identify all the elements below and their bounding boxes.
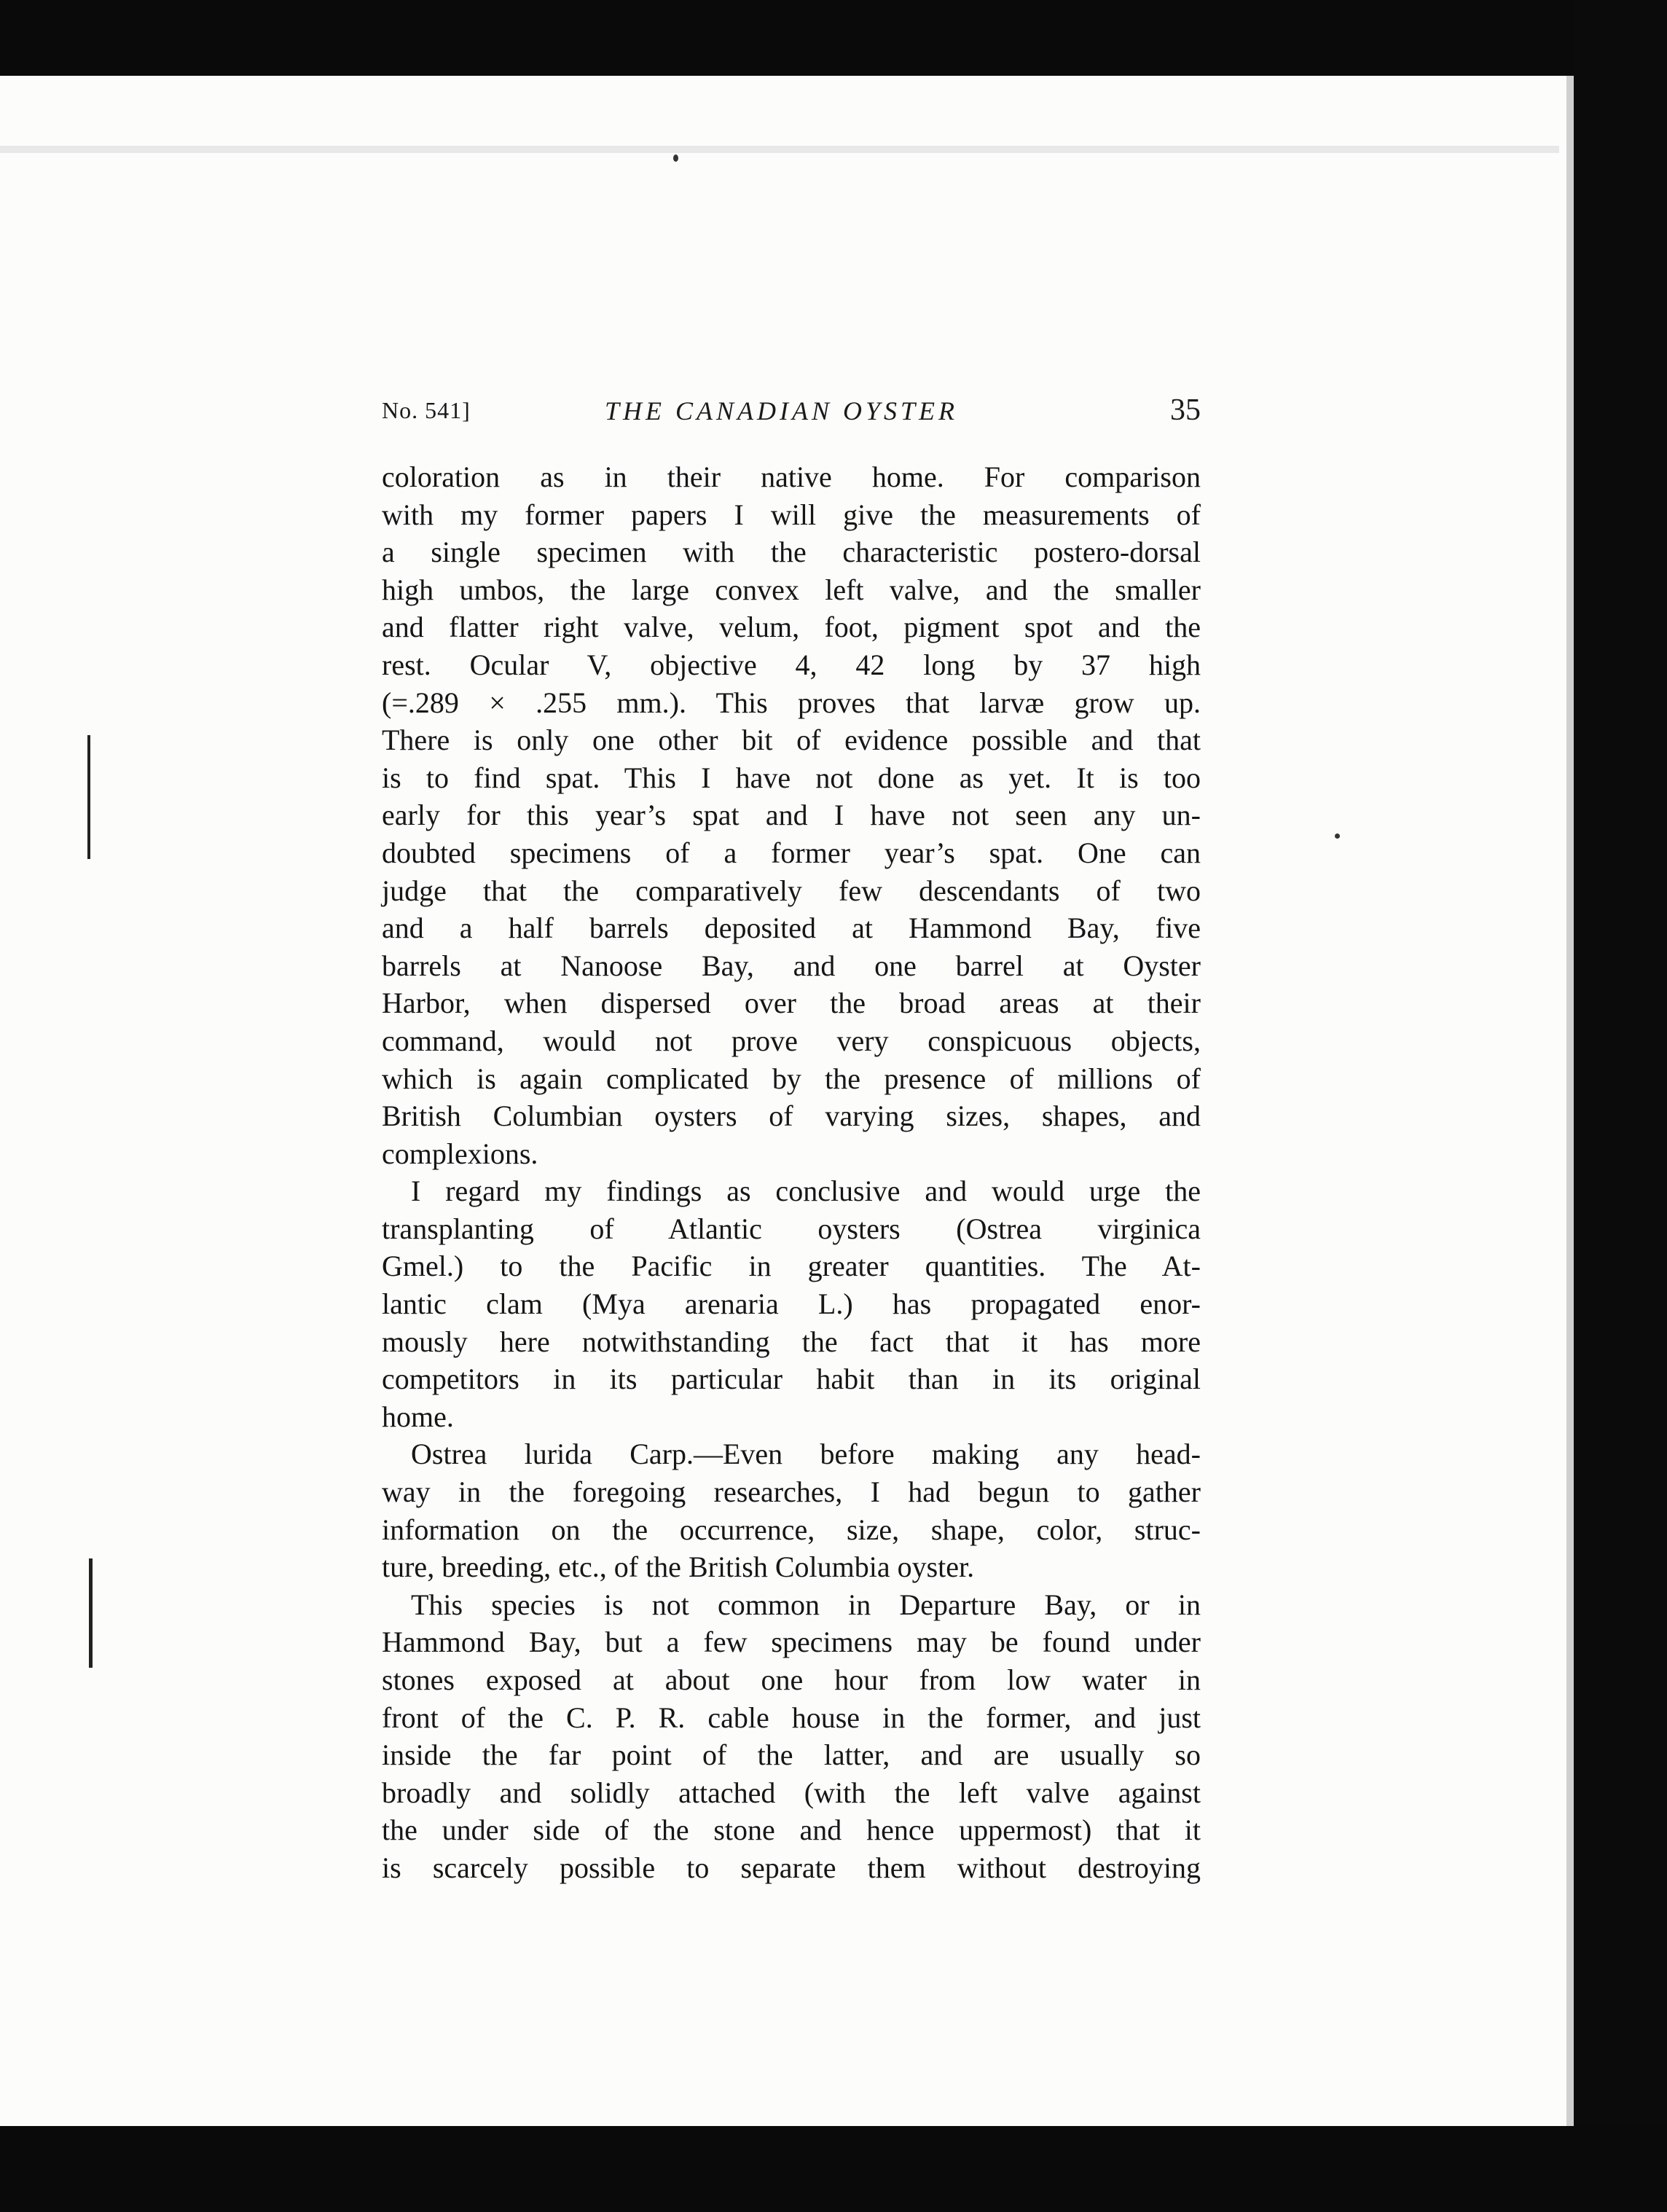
text-line: Gmel.) to the Pacific in greater quantities. The At- [382, 1250, 1201, 1283]
text-line: way in the foregoing researches, I had begun to gather [382, 1475, 1201, 1509]
text-line: I regard my findings as conclusive and would urge the [411, 1174, 1201, 1208]
speck [673, 154, 678, 162]
scan-border-right [1574, 0, 1667, 2212]
text-line: coloration as in their native home. For comparison [382, 460, 1201, 493]
issue-number: No. 541] [382, 397, 471, 423]
text-line: which is again complicated by the presence of millions of [382, 1062, 1201, 1095]
text-line: is to find spat. This I have not done as yet. It is too [382, 761, 1201, 794]
body-text [382, 458, 1201, 1887]
text-line: a single specimen with the characteristic postero-dorsal [382, 536, 1201, 569]
text-line: high umbos, the large convex left valve, and the smaller [382, 573, 1201, 606]
text-line: home. [382, 1400, 454, 1433]
text-line: barrels at Nanoose Bay, and one barrel at Oyster [382, 949, 1201, 982]
text-line: the under side of the stone and hence uppermost) that it [382, 1813, 1201, 1847]
text-line: early for this year’s spat and I have not seen any un- [382, 799, 1201, 832]
book-page [0, 76, 1574, 2126]
text-line: stones exposed at about one hour from low water in [382, 1663, 1201, 1696]
page-number: 35 [1170, 393, 1201, 427]
text-line: Ostrea lurida Carp.—Even before making any head- [411, 1438, 1201, 1471]
text-line: with my former papers I will give the measurements of [382, 498, 1201, 531]
text-line: Hammond Bay, but a few specimens may be found under [382, 1625, 1201, 1659]
text-line: rest. Ocular V, objective 4, 42 long by 37 high [382, 648, 1201, 681]
text-line: and flatter right valve, velum, foot, pigment spot and the [382, 611, 1201, 644]
scan-border-top [0, 0, 1667, 76]
text-line: Harbor, when dispersed over the broad areas at their [382, 987, 1201, 1020]
text-line: British Columbian oysters of varying sizes, shapes, and [382, 1099, 1201, 1133]
text-line: There is only one other bit of evidence possible and that [382, 723, 1201, 757]
text-line: information on the occurrence, size, shape, color, struc- [382, 1513, 1201, 1546]
page-edge-right [1566, 76, 1574, 2126]
text-line: broadly and solidly attached (with the left valve against [382, 1776, 1201, 1809]
binding-mark-lower [89, 1558, 93, 1668]
running-title: THE CANADIAN OYSTER [605, 396, 959, 425]
page-edge-shadow [0, 146, 1559, 153]
text-line: doubted specimens of a former year’s spat. One can [382, 836, 1201, 869]
scan-border-bottom [0, 2126, 1667, 2212]
text-line: ture, breeding, etc., of the British Columbia oyster. [382, 1550, 975, 1584]
text-line: lantic clam (Mya arenaria L.) has propagated enor- [382, 1287, 1201, 1321]
text-line: is scarcely possible to separate them without destroying [382, 1851, 1201, 1884]
text-line: competitors in its particular habit than in its original [382, 1362, 1201, 1396]
text-line: judge that the comparatively few descendants of two [382, 874, 1201, 907]
text-line: (=.289 × .255 mm.). This proves that larvæ grow up. [382, 686, 1201, 719]
speck [1335, 834, 1340, 839]
text-line: inside the far point of the latter, and are usually so [382, 1738, 1201, 1772]
text-line: mously here notwithstanding the fact that it has more [382, 1325, 1201, 1358]
text-line: complexions. [382, 1137, 538, 1170]
text-line: front of the C. P. R. cable house in the former, and just [382, 1701, 1201, 1734]
running-header [382, 393, 1201, 429]
binding-mark-upper [87, 735, 90, 859]
text-line: This species is not common in Departure Bay, or in [411, 1588, 1201, 1621]
text-line: transplanting of Atlantic oysters (Ostrea virginica [382, 1212, 1201, 1245]
text-line: and a half barrels deposited at Hammond Bay, five [382, 911, 1201, 945]
text-line: command, would not prove very conspicuous objects, [382, 1024, 1201, 1057]
